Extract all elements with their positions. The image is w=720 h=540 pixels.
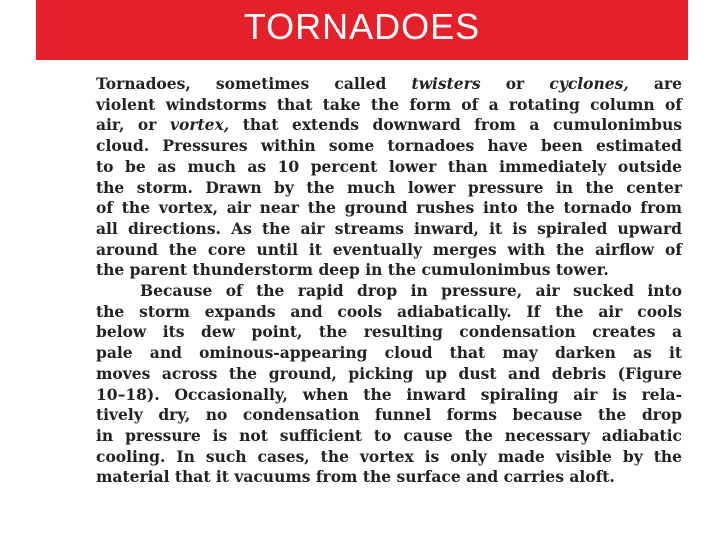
term-vortex: vortex, [170,115,230,135]
text-line: below its dew point, the resulting condensation creates a [96,322,682,342]
text-line [96,115,682,136]
scanned-text-block [96,74,682,488]
text-line: Because of the rapid drop in pressure, air sucked into [140,281,682,301]
text-line: 10–18). Occasionally, when the inward spiraling air is rela- [96,384,682,404]
text-run: sometimes called [190,74,412,93]
text-line: moves across the ground, picking up dust and debris (Figure [96,363,682,383]
slide-title: TORNADOES [243,6,481,47]
text-line: in pressure is not sufficient to cause the necessary adiabatic [96,425,682,445]
text-run: that extends downward from a cumulonimbus [229,115,682,135]
text-line: to be as much as 10 percent lower than immediately outside [96,156,682,176]
term-cyclones: cyclones, [549,74,629,93]
text-line: tively dry, no condensation funnel forms because the drop [96,405,682,425]
text-line: around the core until it eventually merges with the airflow of [96,239,682,259]
text-line: material that it vacuums from the surface and carries aloft. [96,467,615,487]
text-line [96,74,682,95]
text-line: all directions. As the air streams inward, it is spiraled upward [96,218,682,238]
text-line: the parent thunderstorm deep in the cumulonimbus tower. [96,260,609,280]
text-line: the storm. Drawn by the much lower pressure in the center [96,177,682,197]
text-line: cooling. In such cases, the vortex is only made visible by the [96,446,682,466]
text-line: the storm expands and cools adiabatically. If the air cools [96,301,682,321]
text-line: of the vortex, air near the ground rushes into the tornado from [96,198,682,218]
text-line: pale and ominous-appearing cloud that may darken as it [96,343,682,363]
text-run: or [480,74,550,93]
term-twisters: twisters [411,74,481,93]
text-run: air, or [96,115,171,135]
text-line: violent windstorms that take the form of a rotating column of [96,94,682,114]
text-line: cloud. Pressures within some tornadoes have been estimated [96,136,682,156]
term-tornadoes: Tornadoes, [96,74,191,93]
title-bar [36,0,688,60]
text-run: are [628,74,682,93]
